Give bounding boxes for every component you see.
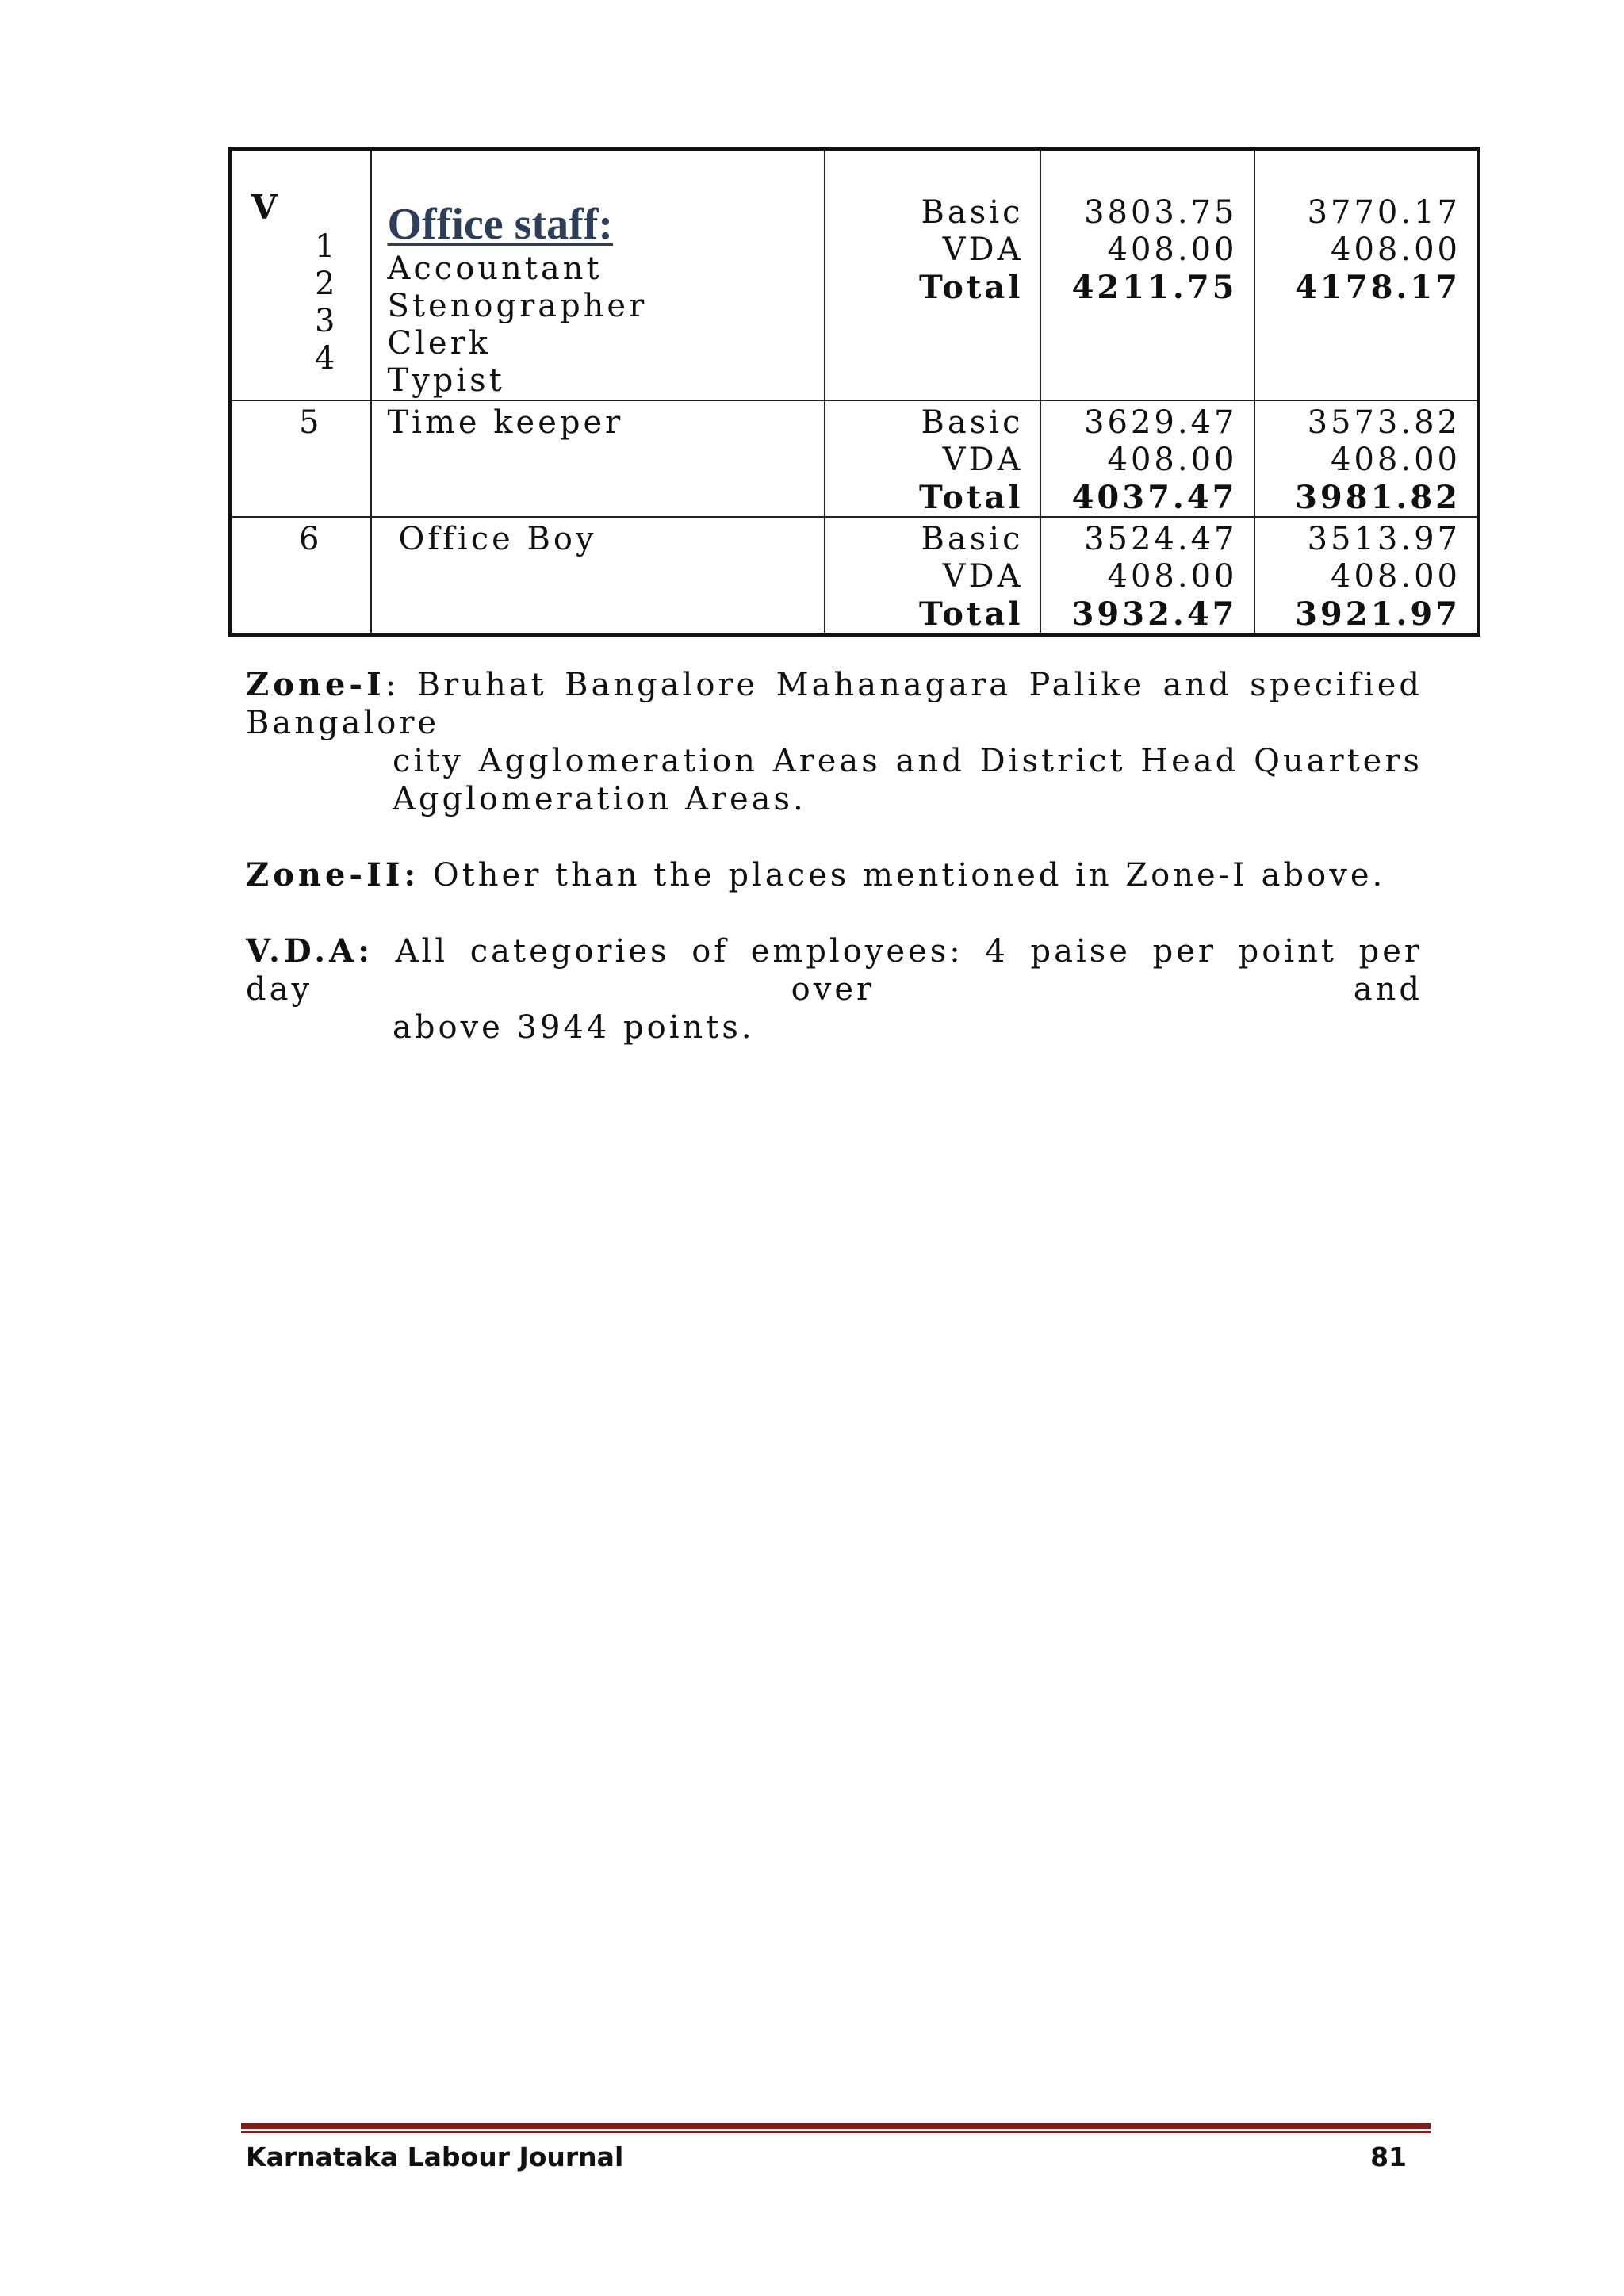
component-label: VDA bbox=[942, 232, 1024, 268]
designation: Time keeper bbox=[387, 404, 624, 441]
zone1-wage-cell bbox=[1040, 517, 1254, 635]
zone2-text: Other than the places mentioned in Zone-I above. bbox=[432, 857, 1386, 894]
zone2-wage-cell bbox=[1254, 149, 1479, 401]
component-label-total: Total bbox=[919, 479, 1024, 516]
wage-value: 408.00 bbox=[1107, 442, 1238, 478]
wage-total: 3932.47 bbox=[1071, 595, 1238, 633]
serial-number: 6 bbox=[299, 521, 323, 557]
zone1-wage-cell bbox=[1040, 400, 1254, 517]
wage-value: 408.00 bbox=[1107, 558, 1238, 595]
zone2-wage-cell bbox=[1254, 400, 1479, 517]
vda-note-line bbox=[246, 932, 1423, 1008]
wage-value: 3770.17 bbox=[1307, 194, 1461, 231]
vda-text-continued: above 3944 points. bbox=[393, 1009, 755, 1046]
table-row bbox=[231, 517, 1479, 635]
wage-total: 4037.47 bbox=[1071, 479, 1238, 516]
serial-number: 1 bbox=[315, 228, 339, 265]
wage-value: 3629.47 bbox=[1084, 404, 1238, 441]
zone1-text-continued: Agglomeration Areas. bbox=[393, 781, 806, 817]
component-label: Basic bbox=[921, 194, 1024, 231]
serial-number: 2 bbox=[315, 266, 339, 302]
component-cell bbox=[825, 517, 1040, 635]
page-number: 81 bbox=[1370, 2141, 1407, 2172]
component-label: VDA bbox=[942, 558, 1024, 595]
vda-text: All categories of employees: 4 paise per point per day over and bbox=[246, 933, 1423, 1008]
zone1-note bbox=[246, 666, 1423, 818]
wage-table bbox=[228, 147, 1480, 637]
zone1-separator: : bbox=[385, 667, 400, 703]
designation-cell bbox=[371, 400, 825, 517]
wage-total: 3921.97 bbox=[1295, 595, 1461, 633]
component-label: VDA bbox=[942, 442, 1024, 478]
designation: Stenographer bbox=[387, 288, 648, 324]
designation: Typist bbox=[387, 362, 505, 399]
wage-value: 408.00 bbox=[1331, 558, 1461, 595]
component-label: Basic bbox=[921, 521, 1024, 557]
zone1-text-continued: city Agglomeration Areas and District Head Quarters bbox=[393, 743, 1423, 779]
serial-number: 5 bbox=[299, 404, 323, 441]
designation-cell bbox=[371, 149, 825, 401]
component-label: Basic bbox=[921, 404, 1024, 441]
wage-total: 3981.82 bbox=[1295, 479, 1461, 516]
wage-value: 408.00 bbox=[1107, 232, 1238, 268]
component-cell bbox=[825, 149, 1040, 401]
serial-number: 4 bbox=[315, 340, 339, 377]
notes-section bbox=[246, 666, 1423, 1085]
wage-total: 4178.17 bbox=[1295, 269, 1461, 306]
table-row bbox=[231, 149, 1479, 401]
group-label: V bbox=[251, 188, 281, 227]
designation: Accountant bbox=[387, 251, 603, 287]
wage-value: 408.00 bbox=[1331, 232, 1461, 268]
zone2-wage-cell bbox=[1254, 517, 1479, 635]
wage-value: 408.00 bbox=[1331, 442, 1461, 478]
zone1-text: Bruhat Bangalore Mahanagara Palike and specified Bangalore bbox=[246, 667, 1423, 741]
serial-number-cell bbox=[231, 149, 371, 401]
component-label-total: Total bbox=[919, 595, 1024, 633]
zone2-label: Zone-II: bbox=[246, 856, 420, 894]
wage-total: 4211.75 bbox=[1071, 269, 1238, 306]
group-heading: Office staff: bbox=[387, 200, 614, 249]
page-footer bbox=[246, 2137, 1407, 2177]
vda-label: V.D.A: bbox=[246, 932, 373, 970]
table-row bbox=[231, 400, 1479, 517]
wage-value: 3573.82 bbox=[1307, 404, 1461, 441]
zone1-note-line bbox=[246, 666, 1423, 742]
zone1-wage-cell bbox=[1040, 149, 1254, 401]
vda-note bbox=[246, 932, 1423, 1047]
serial-number: 3 bbox=[315, 303, 339, 339]
component-label-total: Total bbox=[919, 269, 1024, 306]
wage-value: 3803.75 bbox=[1084, 194, 1238, 231]
component-cell bbox=[825, 400, 1040, 517]
wage-value: 3513.97 bbox=[1307, 521, 1461, 557]
designation: Clerk bbox=[387, 325, 491, 362]
footer-rule bbox=[241, 2123, 1431, 2133]
zone2-note bbox=[246, 856, 1423, 894]
serial-number-cell bbox=[231, 400, 371, 517]
zone1-label: Zone-I bbox=[246, 666, 385, 703]
designation-cell bbox=[371, 517, 825, 635]
serial-number-cell bbox=[231, 517, 371, 635]
designation: Office Boy bbox=[398, 521, 597, 557]
wage-value: 3524.47 bbox=[1084, 521, 1238, 557]
journal-title: Karnataka Labour Journal bbox=[246, 2141, 624, 2172]
